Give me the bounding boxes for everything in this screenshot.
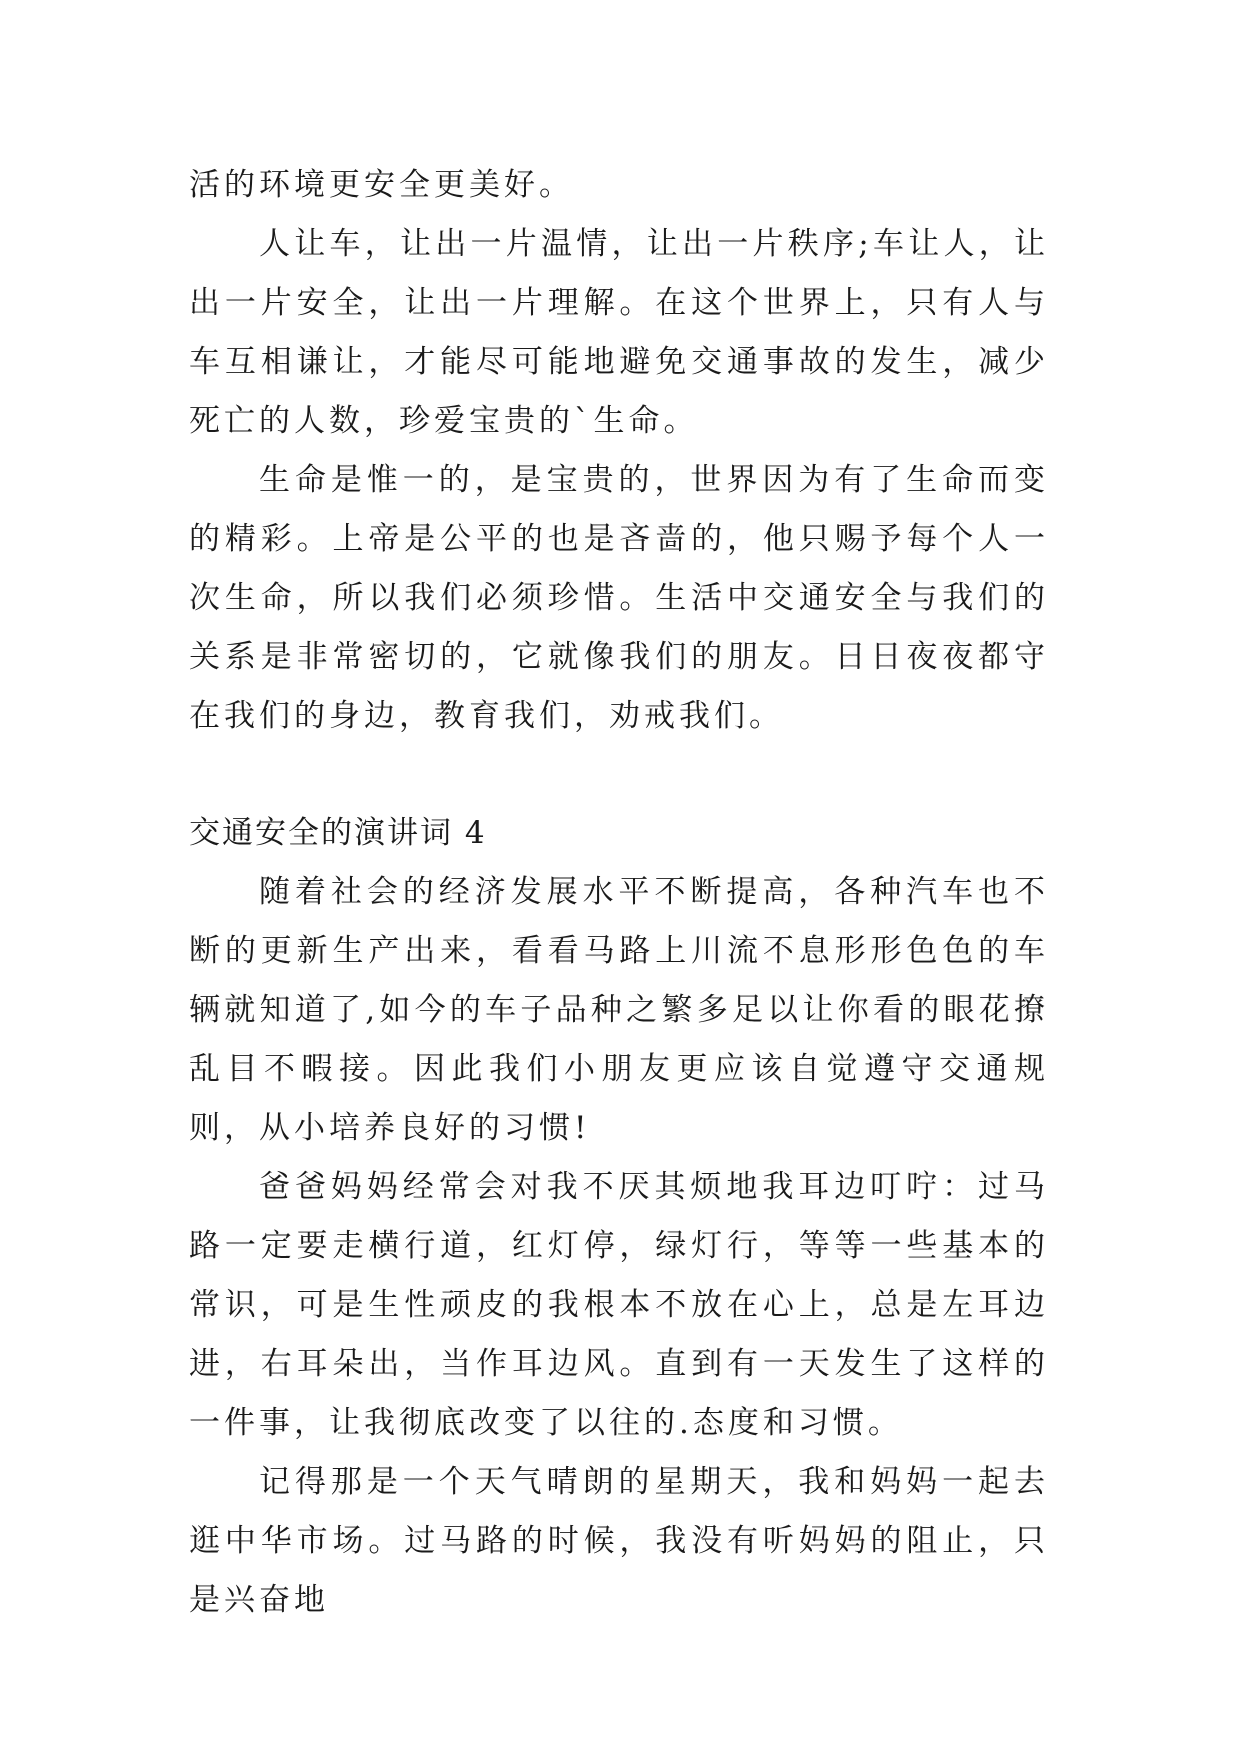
paragraph: 生命是惟一的，是宝贵的，世界因为有了生命而变的精彩。上帝是公平的也是吝啬的，他只赐予每个人一次生命，所以我们必须珍惜。生活中交通安全与我们的关系是非常密切的，它就像我们的朋友。日日夜夜都守在我们的身边，教育我们，劝戒我们。 (189, 462, 1049, 734)
paragraph-continued: 活的环境更安全更美好。 (189, 167, 574, 203)
document-body (189, 156, 1049, 1630)
paragraph: 爸爸妈妈经常会对我不厌其烦地我耳边叮咛：过马路一定要走横行道，红灯停，绿灯行，等等一些基本的常识，可是生性顽皮的我根本不放在心上，总是左耳边进，右耳朵出，当作耳边风。直到有一天发生了这样的一件事，让我彻底改变了以往的.态度和习惯。 (189, 1169, 1049, 1441)
paragraph: 记得那是一个天气晴朗的星期天，我和妈妈一起去逛中华市场。过马路的时候，我没有听妈妈的阻止，只是兴奋地 (189, 1464, 1049, 1618)
section-heading: 交通安全的演讲词 4 (189, 815, 487, 851)
paragraph: 随着社会的经济发展水平不断提高，各种汽车也不断的更新生产出来，看看马路上川流不息形形色色的车辆就知道了,如今的车子品种之繁多足以让你看的眼花撩乱目不暇接。因此我们小朋友更应该自觉遵守交通规则，从小培养良好的习惯! (189, 874, 1049, 1146)
paragraph: 人让车，让出一片温情，让出一片秩序;车让人，让出一片安全，让出一片理解。在这个世界上，只有人与车互相谦让，才能尽可能地避免交通事故的发生，减少死亡的人数，珍爱宝贵的`生命。 (189, 226, 1049, 439)
